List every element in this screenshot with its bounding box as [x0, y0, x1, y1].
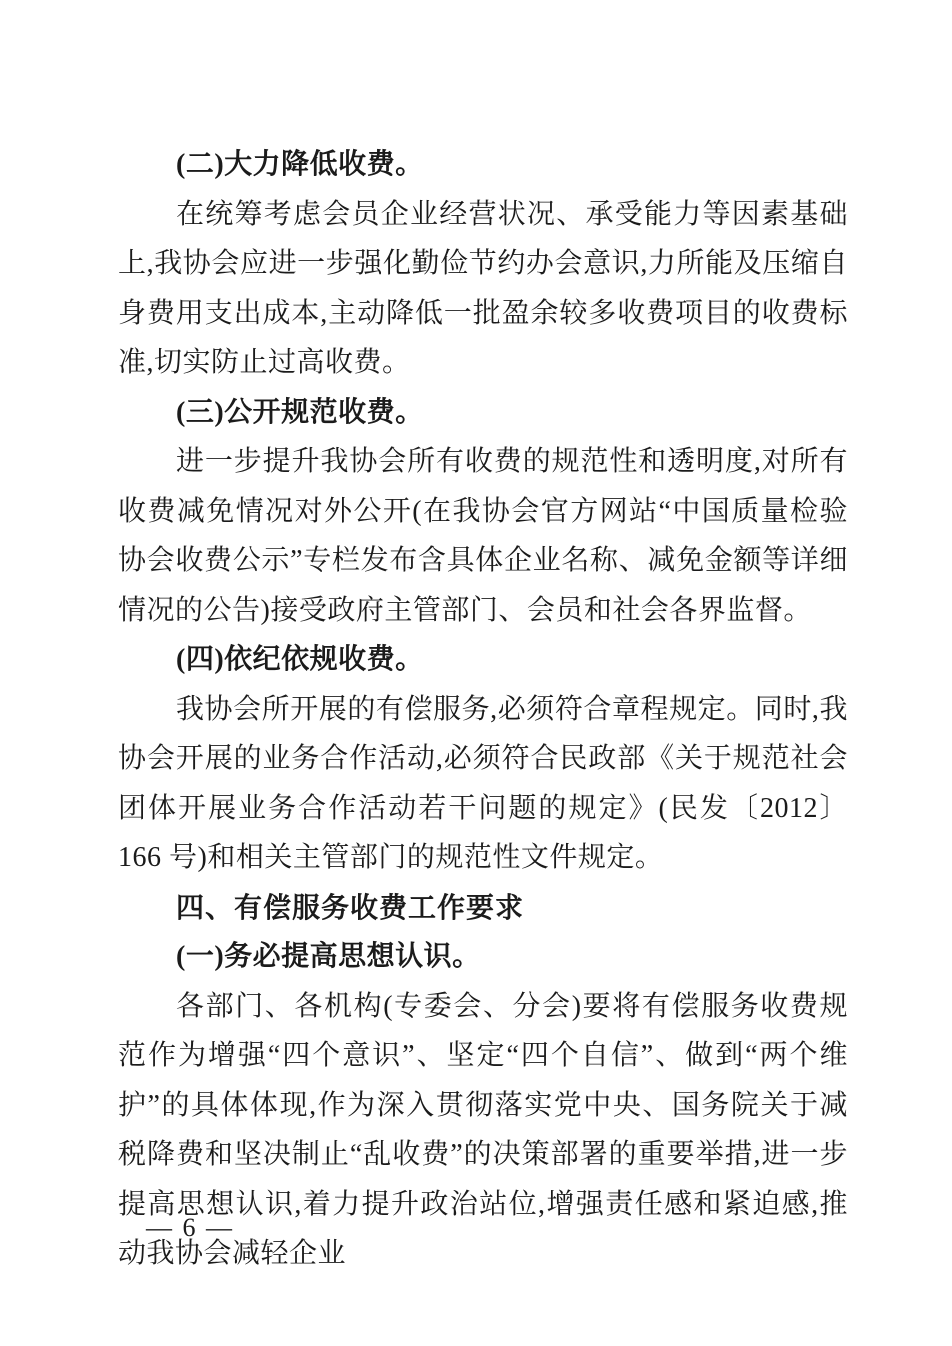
paragraph-fees-per-rules: 我协会所开展的有偿服务,必须符合章程规定。同时,我协会开展的业务合作活动,必须符合民政部《关于规范社会团体开展业务合作活动若干问题的规定》(民发〔2012〕166 号)和相关主管部门的规范性文件规定。 — [118, 693, 848, 873]
section-heading-paid-service-requirements: 四、有偿服务收费工作要求 — [176, 891, 525, 923]
heading-open-standard-fees: (三)公开规范收费。 — [176, 396, 424, 428]
heading-raise-awareness: (一)务必提高思想认识。 — [176, 941, 481, 972]
page-number: — 6 — — [146, 1213, 234, 1242]
paragraph-raise-awareness: 各部门、各机构(专委会、分会)要将有偿服务收费规范作为增强“四个意识”、坚定“四个自信”、做到“两个维护”的具体体现,作为深入贯彻落实党中央、国务院关于减税降费和坚决制止“乱收费”的决策部署的重要举措,进一步提高思想认识,着力提升政治站位,增强责任感和紧迫感,推动我协会减轻企业 — [118, 990, 848, 1269]
heading-fees-per-rules: (四)依纪依规收费。 — [176, 644, 424, 675]
document-body — [118, 140, 848, 1279]
heading-reduce-fees: (二)大力降低收费。 — [176, 149, 424, 180]
paragraph-open-standard-fees: 进一步提升我协会所有收费的规范性和透明度,对所有收费减免情况对外公开(在我协会官方网站“中国质量检验协会收费公示”专栏发布含具体企业名称、减免金额等详细情况的公告)接受政府主管部门、会员和社会各界监督。 — [118, 446, 848, 626]
paragraph-reduce-fees: 在统筹考虑会员企业经营状况、承受能力等因素基础上,我协会应进一步强化勤俭节约办会意识,力所能及压缩自身费用支出成本,主动降低一批盈余较多收费项目的收费标准,切实防止过高收费。 — [118, 198, 848, 378]
